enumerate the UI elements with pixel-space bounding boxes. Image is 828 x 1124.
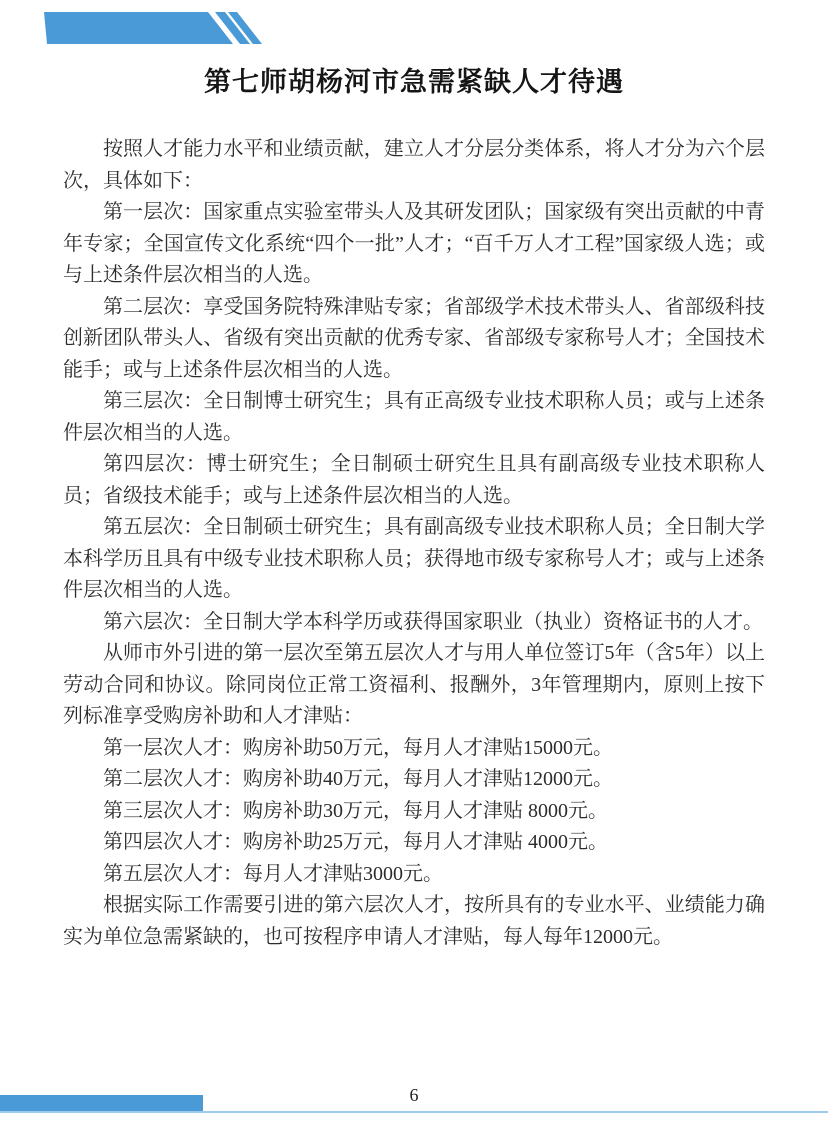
body-paragraph: 第四层次：博士研究生；全日制硕士研究生且具有副高级专业技术职称人员；省级技术能手；或与上述条件层次相当的人选。: [63, 453, 765, 507]
subsidy-line: 第一层次人才：购房补助50万元，每月人才津贴15000元。: [103, 736, 613, 759]
document-body: [63, 134, 765, 953]
header-banner: [44, 12, 274, 44]
body-paragraph: 第三层次：全日制博士研究生；具有正高级专业技术职称人员；或与上述条件层次相当的人选。: [63, 390, 765, 444]
body-paragraph: 第六层次：全日制大学本科学历或获得国家职业（执业）资格证书的人才。: [103, 610, 763, 633]
subsidy-line: 第三层次人才：购房补助30万元，每月人才津贴 8000元。: [103, 799, 608, 822]
body-paragraph: 第一层次：国家重点实验室带头人及其研发团队；国家级有突出贡献的中青年专家；全国宣传文化系统“四个一批”人才；“百千万人才工程”国家级人选；或与上述条件层次相当的人选。: [63, 201, 765, 286]
footer-rule: [0, 1111, 828, 1113]
body-paragraph: 从师市外引进的第一层次至第五层次人才与用人单位签订5年（含5年）以上劳动合同和协议。除同岗位正常工资福利、报酬外，3年管理期内，原则上按下列标准享受购房补助和人才津贴：: [63, 642, 765, 727]
page-title: 第七师胡杨河市急需紧缺人才待遇: [204, 67, 624, 97]
body-paragraph: 按照人才能力水平和业绩贡献，建立人才分层分类体系，将人才分为六个层次，具体如下：: [63, 138, 765, 192]
page-number: 6: [409, 1085, 419, 1105]
subsidy-line: 第五层次人才：每月人才津贴3000元。: [103, 862, 443, 885]
subsidy-line: 第四层次人才：购房补助25万元，每月人才津贴 4000元。: [103, 831, 608, 853]
body-paragraph: 根据实际工作需要引进的第六层次人才，按所具有的专业水平、业绩能力确实为单位急需紧缺的，也可按程序申请人才津贴，每人每年12000元。: [63, 894, 765, 948]
subsidy-line: 第二层次人才：购房补助40万元，每月人才津贴12000元。: [103, 768, 613, 790]
body-paragraph: 第五层次：全日制硕士研究生；具有副高级专业技术职称人员；全日制大学本科学历且具有中级专业技术职称人员；获得地市级专家称号人才；或与上述条件层次相当的人选。: [63, 516, 765, 601]
body-paragraph: 第二层次：享受国务院特殊津贴专家；省部级学术技术带头人、省部级科技创新团队带头人、省级有突出贡献的优秀专家、省部级专家称号人才；全国技术能手；或与上述条件层次相当的人选。: [63, 295, 765, 381]
banner-shape: [44, 12, 233, 44]
